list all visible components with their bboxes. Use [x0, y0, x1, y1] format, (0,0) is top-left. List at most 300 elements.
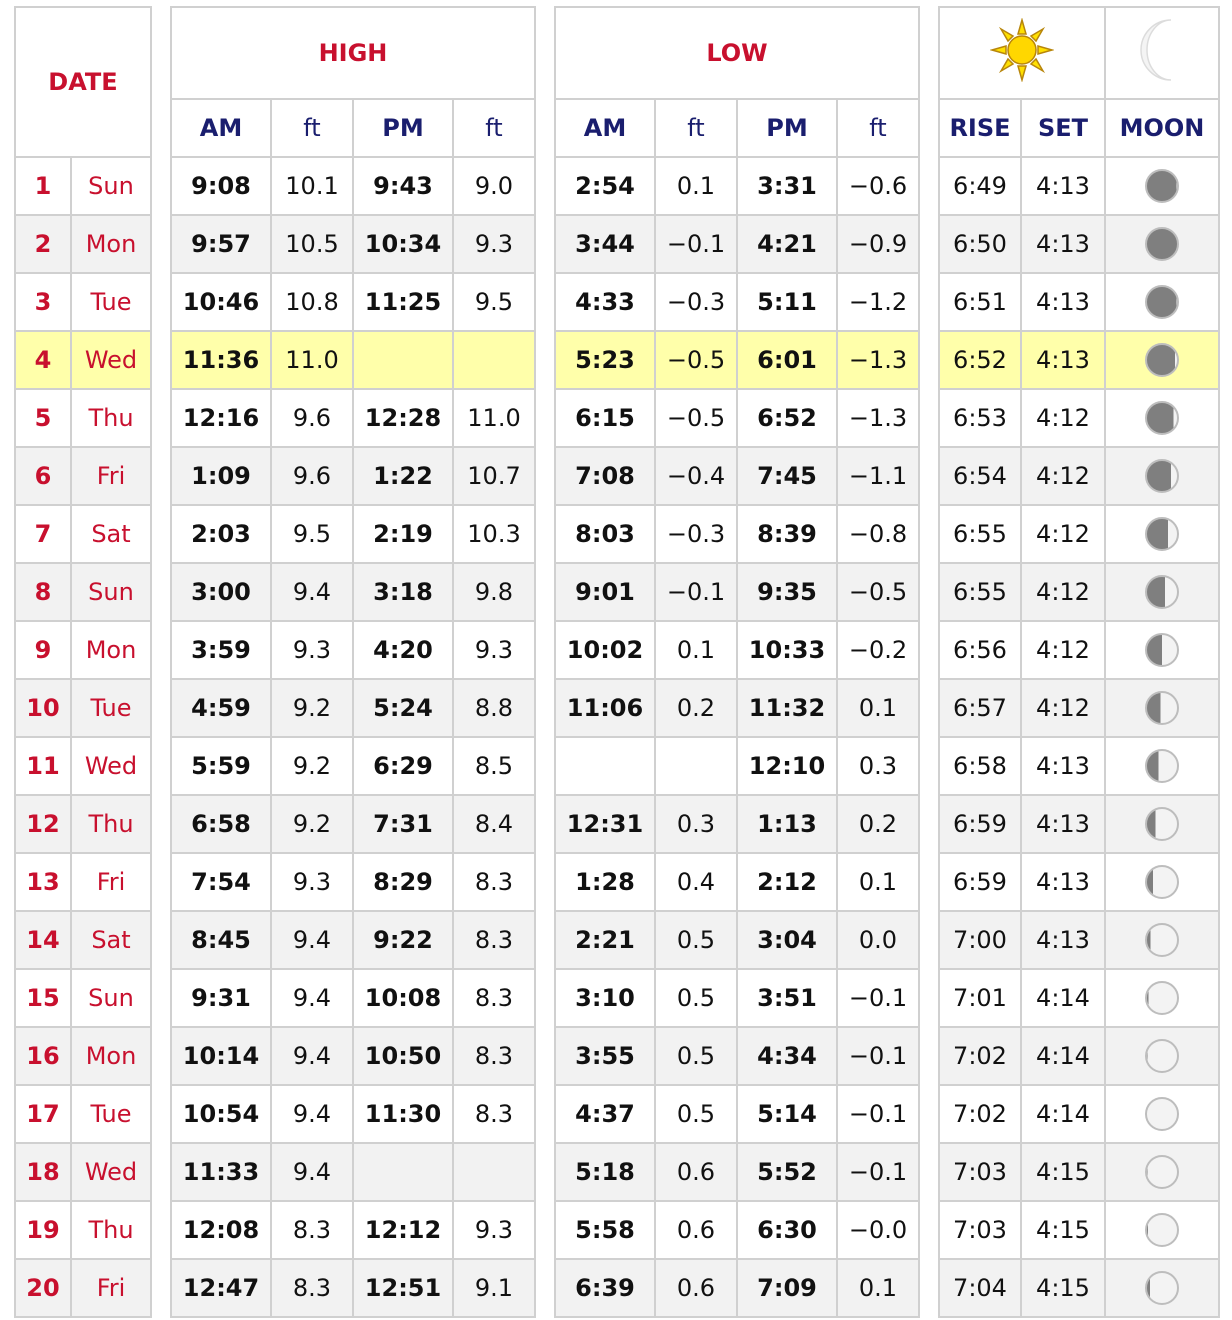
- column-spacer: [151, 1143, 171, 1201]
- high-pm-time: 11:30: [353, 1085, 453, 1143]
- low-pm-time: 3:04: [737, 911, 837, 969]
- low-am-time: 4:37: [555, 1085, 655, 1143]
- low-am-height: −0.1: [655, 215, 737, 273]
- table-row: [15, 679, 1219, 737]
- sunrise-time: 6:58: [939, 737, 1021, 795]
- high-am-time: 11:36: [171, 331, 271, 389]
- low-am-time: 5:58: [555, 1201, 655, 1259]
- low-pm-time: 4:21: [737, 215, 837, 273]
- sunset-time: 4:13: [1021, 853, 1105, 911]
- high-pm-time: 12:12: [353, 1201, 453, 1259]
- column-spacer: [919, 563, 939, 621]
- high-pm-height: 9.3: [453, 215, 535, 273]
- low-pm-height: 0.2: [837, 795, 919, 853]
- low-am-time: 3:55: [555, 1027, 655, 1085]
- low-am-height: 0.5: [655, 911, 737, 969]
- day-of-week: Sun: [71, 563, 151, 621]
- high-am-height: 9.4: [271, 911, 353, 969]
- high-am-time: 9:57: [171, 215, 271, 273]
- moon-phase: [1105, 505, 1219, 563]
- moon-phase: [1105, 1259, 1219, 1317]
- low-pm-time: 7:09: [737, 1259, 837, 1317]
- high-am-height: 9.4: [271, 1027, 353, 1085]
- low-pm-time: 6:01: [737, 331, 837, 389]
- high-am-time: 7:54: [171, 853, 271, 911]
- moon-phase-icon: [1145, 517, 1179, 551]
- column-spacer: [919, 1143, 939, 1201]
- low-am-time: 4:33: [555, 273, 655, 331]
- low-am-header: AM: [555, 99, 655, 157]
- sun-header: [939, 7, 1105, 99]
- column-spacer: [151, 969, 171, 1027]
- high-am-height: 9.6: [271, 447, 353, 505]
- table-row: [15, 331, 1219, 389]
- column-spacer: [151, 331, 171, 389]
- sunset-time: 4:13: [1021, 157, 1105, 215]
- moon-phase: [1105, 1027, 1219, 1085]
- high-pm-time: 6:29: [353, 737, 453, 795]
- moon-phase-icon: [1145, 285, 1179, 319]
- column-spacer: [151, 447, 171, 505]
- sunset-time: 4:13: [1021, 795, 1105, 853]
- high-pm-height: 11.0: [453, 389, 535, 447]
- day-number: 9: [15, 621, 71, 679]
- high-pm-height: 9.3: [453, 1201, 535, 1259]
- high-am-time: 3:59: [171, 621, 271, 679]
- day-of-week: Thu: [71, 795, 151, 853]
- low-am-time: 6:39: [555, 1259, 655, 1317]
- table-row: [15, 853, 1219, 911]
- moon-phase: [1105, 389, 1219, 447]
- high-pm-height: 9.1: [453, 1259, 535, 1317]
- high-pm-time: 12:28: [353, 389, 453, 447]
- column-spacer: [535, 1143, 555, 1201]
- low-am-height: 0.5: [655, 1027, 737, 1085]
- low-am-time: [555, 737, 655, 795]
- high-am-time: 6:58: [171, 795, 271, 853]
- column-spacer: [535, 911, 555, 969]
- high-pm-time: 9:22: [353, 911, 453, 969]
- high-pm-time: 5:24: [353, 679, 453, 737]
- table-row: [15, 389, 1219, 447]
- column-spacer: [535, 505, 555, 563]
- moon-column-header: [1105, 7, 1219, 99]
- column-spacer: [151, 1201, 171, 1259]
- moon-phase-icon: [1145, 227, 1179, 261]
- low-pm-height: −0.8: [837, 505, 919, 563]
- high-am-time: 3:00: [171, 563, 271, 621]
- moon-phase: [1105, 157, 1219, 215]
- sunrise-time: 7:03: [939, 1201, 1021, 1259]
- sunrise-time: 6:56: [939, 621, 1021, 679]
- column-spacer: [919, 621, 939, 679]
- day-number: 17: [15, 1085, 71, 1143]
- low-am-time: 6:15: [555, 389, 655, 447]
- column-spacer: [151, 273, 171, 331]
- high-am-height: 10.8: [271, 273, 353, 331]
- table-row: [15, 1259, 1219, 1317]
- high-pm-header: PM: [353, 99, 453, 157]
- column-spacer: [151, 795, 171, 853]
- day-of-week: Fri: [71, 853, 151, 911]
- low-pm-time: 9:35: [737, 563, 837, 621]
- column-spacer: [919, 389, 939, 447]
- table-row: [15, 1027, 1219, 1085]
- high-pm-height: 8.3: [453, 1027, 535, 1085]
- sunrise-time: 7:02: [939, 1085, 1021, 1143]
- high-pm-height: [453, 331, 535, 389]
- column-spacer: [535, 795, 555, 853]
- low-pm-height: −0.6: [837, 157, 919, 215]
- moon-phase-icon: [1145, 865, 1179, 899]
- column-spacer: [151, 7, 171, 157]
- high-am-time: 8:45: [171, 911, 271, 969]
- high-am-height: 9.3: [271, 853, 353, 911]
- low-am-time: 1:28: [555, 853, 655, 911]
- high-am-time: 12:08: [171, 1201, 271, 1259]
- sunset-time: 4:14: [1021, 1085, 1105, 1143]
- sunset-time: 4:13: [1021, 911, 1105, 969]
- moon-phase-icon: [1145, 169, 1179, 203]
- high-pm-height: 10.3: [453, 505, 535, 563]
- high-pm-time: 12:51: [353, 1259, 453, 1317]
- high-pm-height: 8.5: [453, 737, 535, 795]
- moon-phase-icon: [1145, 749, 1179, 783]
- sunrise-time: 7:02: [939, 1027, 1021, 1085]
- high-am-height: 9.6: [271, 389, 353, 447]
- sunset-time: 4:12: [1021, 563, 1105, 621]
- high-pm-time: 1:22: [353, 447, 453, 505]
- low-am-time: 10:02: [555, 621, 655, 679]
- low-pm-height: −0.1: [837, 969, 919, 1027]
- high-pm-height: 9.3: [453, 621, 535, 679]
- column-spacer: [535, 447, 555, 505]
- high-am-height: 8.3: [271, 1259, 353, 1317]
- high-am-height: 10.5: [271, 215, 353, 273]
- column-spacer: [919, 853, 939, 911]
- sunset-time: 4:14: [1021, 1027, 1105, 1085]
- column-spacer: [535, 621, 555, 679]
- sunrise-header: RISE: [939, 99, 1021, 157]
- high-am-time: 11:33: [171, 1143, 271, 1201]
- crescent-moon-icon: [1137, 17, 1187, 83]
- low-am-height: [655, 737, 737, 795]
- high-am-height: 9.2: [271, 737, 353, 795]
- table-row: [15, 447, 1219, 505]
- low-pm-height: −0.0: [837, 1201, 919, 1259]
- low-am-time: 12:31: [555, 795, 655, 853]
- day-of-week: Sat: [71, 505, 151, 563]
- column-spacer: [151, 1027, 171, 1085]
- high-pm-height: 8.3: [453, 853, 535, 911]
- low-pm-height: 0.1: [837, 1259, 919, 1317]
- high-pm-time: 11:25: [353, 273, 453, 331]
- high-pm-time: 10:08: [353, 969, 453, 1027]
- low-am-height: −0.4: [655, 447, 737, 505]
- high-pm-time: 2:19: [353, 505, 453, 563]
- high-pm-time: 10:50: [353, 1027, 453, 1085]
- day-number: 2: [15, 215, 71, 273]
- column-spacer: [919, 273, 939, 331]
- low-pm-height: −1.2: [837, 273, 919, 331]
- day-of-week: Mon: [71, 621, 151, 679]
- day-number: 20: [15, 1259, 71, 1317]
- column-spacer: [535, 331, 555, 389]
- high-pm-height: 8.3: [453, 969, 535, 1027]
- day-number: 14: [15, 911, 71, 969]
- high-pm-time: 7:31: [353, 795, 453, 853]
- moon-header: MOON: [1105, 99, 1219, 157]
- high-am-time: 10:14: [171, 1027, 271, 1085]
- column-spacer: [535, 389, 555, 447]
- sunset-time: 4:13: [1021, 331, 1105, 389]
- low-am-time: 2:54: [555, 157, 655, 215]
- moon-phase-icon: [1145, 1097, 1179, 1131]
- low-am-height: −0.3: [655, 505, 737, 563]
- sunrise-time: 6:57: [939, 679, 1021, 737]
- sunset-time: 4:13: [1021, 737, 1105, 795]
- low-pm-time: 3:31: [737, 157, 837, 215]
- day-number: 3: [15, 273, 71, 331]
- sunrise-time: 6:59: [939, 853, 1021, 911]
- high-pm-height: 9.8: [453, 563, 535, 621]
- sunset-time: 4:15: [1021, 1201, 1105, 1259]
- column-spacer: [919, 7, 939, 157]
- high-am-height: 9.5: [271, 505, 353, 563]
- low-pm-height: −0.9: [837, 215, 919, 273]
- high-pm-height: [453, 1143, 535, 1201]
- low-am-height: 0.3: [655, 795, 737, 853]
- high-am-time: 10:54: [171, 1085, 271, 1143]
- day-number: 12: [15, 795, 71, 853]
- sunrise-time: 6:54: [939, 447, 1021, 505]
- low-am-height: −0.3: [655, 273, 737, 331]
- low-pm-time: 12:10: [737, 737, 837, 795]
- low-pm-time: 5:14: [737, 1085, 837, 1143]
- high-pm-height: 10.7: [453, 447, 535, 505]
- day-number: 8: [15, 563, 71, 621]
- low-pm-height: −1.3: [837, 331, 919, 389]
- table-row: [15, 795, 1219, 853]
- moon-phase-icon: [1145, 691, 1179, 725]
- high-pm-ft-header: ft: [453, 99, 535, 157]
- moon-phase: [1105, 273, 1219, 331]
- high-pm-height: 8.8: [453, 679, 535, 737]
- high-pm-time: [353, 1143, 453, 1201]
- low-am-time: 9:01: [555, 563, 655, 621]
- low-pm-ft-header: ft: [837, 99, 919, 157]
- high-pm-time: 9:43: [353, 157, 453, 215]
- day-of-week: Tue: [71, 679, 151, 737]
- table-row: [15, 1085, 1219, 1143]
- moon-phase: [1105, 1201, 1219, 1259]
- low-pm-height: −1.3: [837, 389, 919, 447]
- sunrise-time: 6:53: [939, 389, 1021, 447]
- low-pm-height: −0.1: [837, 1027, 919, 1085]
- column-spacer: [535, 215, 555, 273]
- high-am-height: 9.2: [271, 679, 353, 737]
- sunset-time: 4:15: [1021, 1143, 1105, 1201]
- column-spacer: [535, 157, 555, 215]
- moon-phase: [1105, 679, 1219, 737]
- column-spacer: [151, 389, 171, 447]
- moon-phase: [1105, 331, 1219, 389]
- sunset-header: SET: [1021, 99, 1105, 157]
- high-am-height: 9.2: [271, 795, 353, 853]
- column-spacer: [919, 1027, 939, 1085]
- sunrise-time: 6:49: [939, 157, 1021, 215]
- sunrise-time: 6:52: [939, 331, 1021, 389]
- day-of-week: Tue: [71, 273, 151, 331]
- low-pm-time: 6:30: [737, 1201, 837, 1259]
- column-spacer: [151, 911, 171, 969]
- column-spacer: [919, 447, 939, 505]
- high-header: HIGH: [171, 7, 535, 99]
- moon-phase-icon: [1145, 981, 1179, 1015]
- day-number: 11: [15, 737, 71, 795]
- column-spacer: [535, 969, 555, 1027]
- low-pm-header: PM: [737, 99, 837, 157]
- column-spacer: [919, 679, 939, 737]
- column-spacer: [919, 969, 939, 1027]
- sunset-time: 4:13: [1021, 215, 1105, 273]
- moon-phase-icon: [1145, 923, 1179, 957]
- high-am-height: 9.3: [271, 621, 353, 679]
- high-pm-height: 8.4: [453, 795, 535, 853]
- sunrise-time: 7:01: [939, 969, 1021, 1027]
- low-am-height: 0.4: [655, 853, 737, 911]
- low-am-height: 0.6: [655, 1143, 737, 1201]
- low-am-height: 0.6: [655, 1201, 737, 1259]
- low-pm-height: 0.1: [837, 679, 919, 737]
- column-spacer: [919, 795, 939, 853]
- column-spacer: [151, 679, 171, 737]
- low-am-time: 2:21: [555, 911, 655, 969]
- moon-phase-icon: [1145, 633, 1179, 667]
- low-am-height: 0.5: [655, 969, 737, 1027]
- low-am-height: −0.1: [655, 563, 737, 621]
- column-spacer: [151, 563, 171, 621]
- moon-phase-icon: [1145, 1155, 1179, 1189]
- column-spacer: [919, 737, 939, 795]
- moon-phase-icon: [1145, 459, 1179, 493]
- day-number: 6: [15, 447, 71, 505]
- column-spacer: [151, 737, 171, 795]
- sunset-time: 4:14: [1021, 969, 1105, 1027]
- high-pm-height: 9.0: [453, 157, 535, 215]
- low-pm-time: 8:39: [737, 505, 837, 563]
- column-spacer: [919, 331, 939, 389]
- moon-phase: [1105, 737, 1219, 795]
- sun-icon: [990, 18, 1054, 82]
- low-pm-height: −0.5: [837, 563, 919, 621]
- sunset-time: 4:12: [1021, 505, 1105, 563]
- low-pm-height: 0.0: [837, 911, 919, 969]
- low-pm-time: 7:45: [737, 447, 837, 505]
- moon-phase-icon: [1145, 1039, 1179, 1073]
- day-number: 5: [15, 389, 71, 447]
- sunset-time: 4:12: [1021, 447, 1105, 505]
- column-spacer: [151, 215, 171, 273]
- table-row: [15, 969, 1219, 1027]
- low-pm-height: −1.1: [837, 447, 919, 505]
- day-number: 10: [15, 679, 71, 737]
- high-am-time: 1:09: [171, 447, 271, 505]
- table-row: [15, 215, 1219, 273]
- high-am-ft-header: ft: [271, 99, 353, 157]
- low-pm-height: −0.1: [837, 1143, 919, 1201]
- table-row: [15, 157, 1219, 215]
- high-am-time: 12:16: [171, 389, 271, 447]
- tide-table-body: [15, 157, 1219, 1317]
- high-pm-height: 8.3: [453, 1085, 535, 1143]
- column-spacer: [151, 621, 171, 679]
- column-spacer: [535, 737, 555, 795]
- moon-phase: [1105, 911, 1219, 969]
- day-of-week: Wed: [71, 1143, 151, 1201]
- date-header: DATE: [15, 7, 151, 157]
- moon-phase-icon: [1145, 807, 1179, 841]
- high-am-height: 9.4: [271, 1143, 353, 1201]
- sunset-time: 4:12: [1021, 621, 1105, 679]
- low-am-height: 0.1: [655, 621, 737, 679]
- low-am-height: 0.1: [655, 157, 737, 215]
- moon-phase-icon: [1145, 343, 1179, 377]
- day-of-week: Thu: [71, 1201, 151, 1259]
- day-of-week: Thu: [71, 389, 151, 447]
- low-am-time: 5:18: [555, 1143, 655, 1201]
- column-spacer: [151, 1085, 171, 1143]
- low-am-height: 0.2: [655, 679, 737, 737]
- high-pm-time: [353, 331, 453, 389]
- low-am-time: 3:10: [555, 969, 655, 1027]
- day-number: 7: [15, 505, 71, 563]
- day-number: 15: [15, 969, 71, 1027]
- moon-phase: [1105, 1143, 1219, 1201]
- low-am-time: 11:06: [555, 679, 655, 737]
- low-am-height: 0.6: [655, 1259, 737, 1317]
- column-spacer: [535, 273, 555, 331]
- low-am-height: 0.5: [655, 1085, 737, 1143]
- day-of-week: Mon: [71, 1027, 151, 1085]
- table-row: [15, 1143, 1219, 1201]
- low-header: LOW: [555, 7, 919, 99]
- table-row: [15, 273, 1219, 331]
- low-pm-time: 3:51: [737, 969, 837, 1027]
- high-pm-height: 9.5: [453, 273, 535, 331]
- high-am-time: 5:59: [171, 737, 271, 795]
- sunrise-time: 7:04: [939, 1259, 1021, 1317]
- high-am-height: 9.4: [271, 969, 353, 1027]
- low-am-time: 7:08: [555, 447, 655, 505]
- low-pm-time: 10:33: [737, 621, 837, 679]
- low-pm-height: 0.3: [837, 737, 919, 795]
- low-pm-time: 2:12: [737, 853, 837, 911]
- column-spacer: [919, 1085, 939, 1143]
- day-of-week: Tue: [71, 1085, 151, 1143]
- moon-phase: [1105, 853, 1219, 911]
- column-spacer: [535, 7, 555, 157]
- high-am-header: AM: [171, 99, 271, 157]
- high-am-time: 4:59: [171, 679, 271, 737]
- low-am-height: −0.5: [655, 389, 737, 447]
- moon-phase-icon: [1145, 1213, 1179, 1247]
- sunset-time: 4:12: [1021, 679, 1105, 737]
- high-pm-time: 3:18: [353, 563, 453, 621]
- high-am-time: 2:03: [171, 505, 271, 563]
- high-pm-time: 4:20: [353, 621, 453, 679]
- column-spacer: [919, 215, 939, 273]
